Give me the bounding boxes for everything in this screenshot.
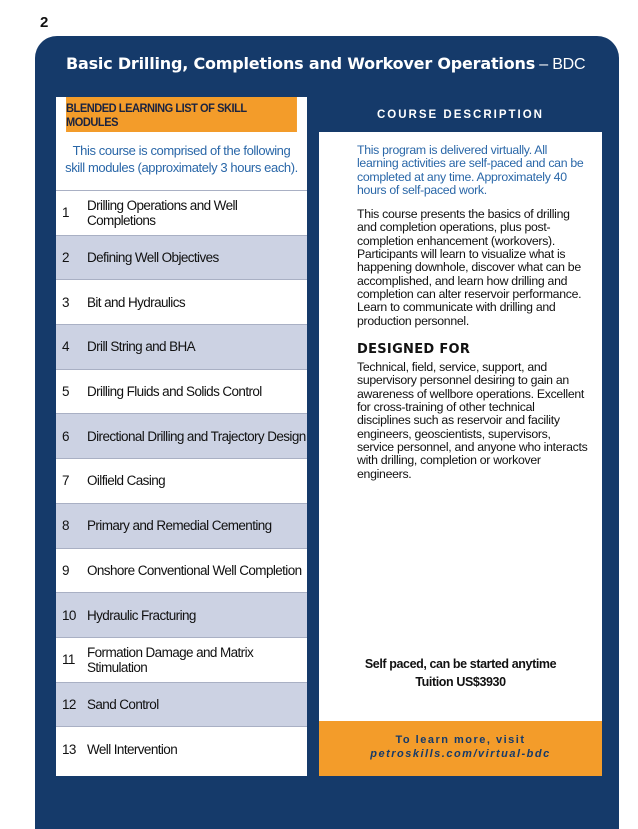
module-row (56, 279, 307, 324)
designed-for-heading: DESIGNED FOR (357, 341, 471, 357)
module-row (56, 503, 307, 548)
module-number: 10 (62, 607, 76, 623)
designed-for-text: Technical, field, service, support, and supervisory personnel desiring to gain an awareness of wellbore operations. Excellent for cross-training of other technical disciplines such as reservoir and facility engineers, geoscientists, supervisors, service personnel, and anyone who interacts with drilling, completion or workover engineers. (357, 360, 588, 481)
module-label: Directional Drilling and Trajectory Design (87, 428, 306, 444)
module-number: 6 (62, 428, 69, 444)
module-row (56, 726, 307, 771)
skill-modules-header: BLENDED LEARNING LIST OF SKILL MODULES (66, 97, 297, 132)
module-row (56, 548, 307, 593)
module-number: 1 (62, 205, 69, 221)
module-label: Drill String and BHA (87, 339, 196, 355)
module-list (56, 190, 307, 771)
pricing-availability: Self paced, can be started anytime (364, 657, 557, 671)
module-number: 9 (62, 562, 69, 578)
module-number: 11 (62, 652, 75, 668)
module-row (56, 324, 307, 369)
module-label: Hydraulic Fracturing (87, 607, 196, 623)
module-label: Onshore Conventional Well Completion (87, 562, 302, 578)
module-label: Drilling Fluids and Solids Control (87, 384, 262, 400)
module-label: Bit and Hydraulics (87, 294, 185, 310)
delivery-text: This program is delivered virtually. All learning activities are self-paced and can be completed at any time. Approximately 40 hours of self-paced work. (357, 143, 584, 197)
course-description-column (319, 97, 602, 776)
module-number: 5 (62, 384, 69, 400)
module-label: Drilling Operations and Well Completions (87, 197, 238, 228)
pricing-tuition: Tuition US$3930 (415, 675, 506, 689)
module-row (56, 369, 307, 414)
skill-modules-intro: This course is comprised of the following skill modules (approximately 3 hours each). (65, 143, 298, 175)
page-number: 2 (40, 14, 49, 31)
pricing-block (319, 655, 602, 691)
module-row (56, 637, 307, 682)
module-label: Oilfield Casing (87, 473, 166, 489)
module-label: Primary and Remedial Cementing (87, 518, 272, 534)
module-row (56, 413, 307, 458)
course-url-link[interactable]: petroskills.com/virtual-bdc (370, 748, 551, 760)
module-row (56, 592, 307, 637)
learn-more-text: To learn more, visit (395, 734, 526, 746)
description-text: This course presents the basics of drilling and completion operations, plus post-completion enhancement (workovers). Participants will learn to visualize what is happening downhole, discover what can be accomplished, and learn how drilling and completion can alter reservoir performance. Learn to communicate with drilling and production personnel. (357, 207, 582, 328)
module-label: Well Intervention (87, 741, 178, 757)
module-number: 8 (62, 518, 69, 534)
module-row (56, 458, 307, 503)
course-title: Basic Drilling, Completions and Workover Operations (66, 54, 536, 73)
module-number: 12 (62, 696, 76, 712)
skill-modules-column (56, 97, 307, 776)
module-row (56, 190, 307, 235)
module-row (56, 235, 307, 280)
module-number: 2 (62, 250, 69, 266)
course-description-header: COURSE DESCRIPTION (319, 97, 602, 132)
module-number: 3 (62, 294, 69, 310)
learn-more-banner (319, 721, 602, 776)
page-title (66, 54, 606, 74)
module-row (56, 682, 307, 727)
course-description-body (319, 132, 602, 481)
module-label: Formation Damage and Matrix Stimulation (87, 644, 254, 675)
module-label: Sand Control (87, 696, 159, 712)
course-code: – BDC (535, 56, 586, 73)
module-number: 7 (62, 473, 69, 489)
module-number: 4 (62, 339, 69, 355)
module-number: 13 (62, 741, 76, 757)
module-label: Defining Well Objectives (87, 250, 219, 266)
